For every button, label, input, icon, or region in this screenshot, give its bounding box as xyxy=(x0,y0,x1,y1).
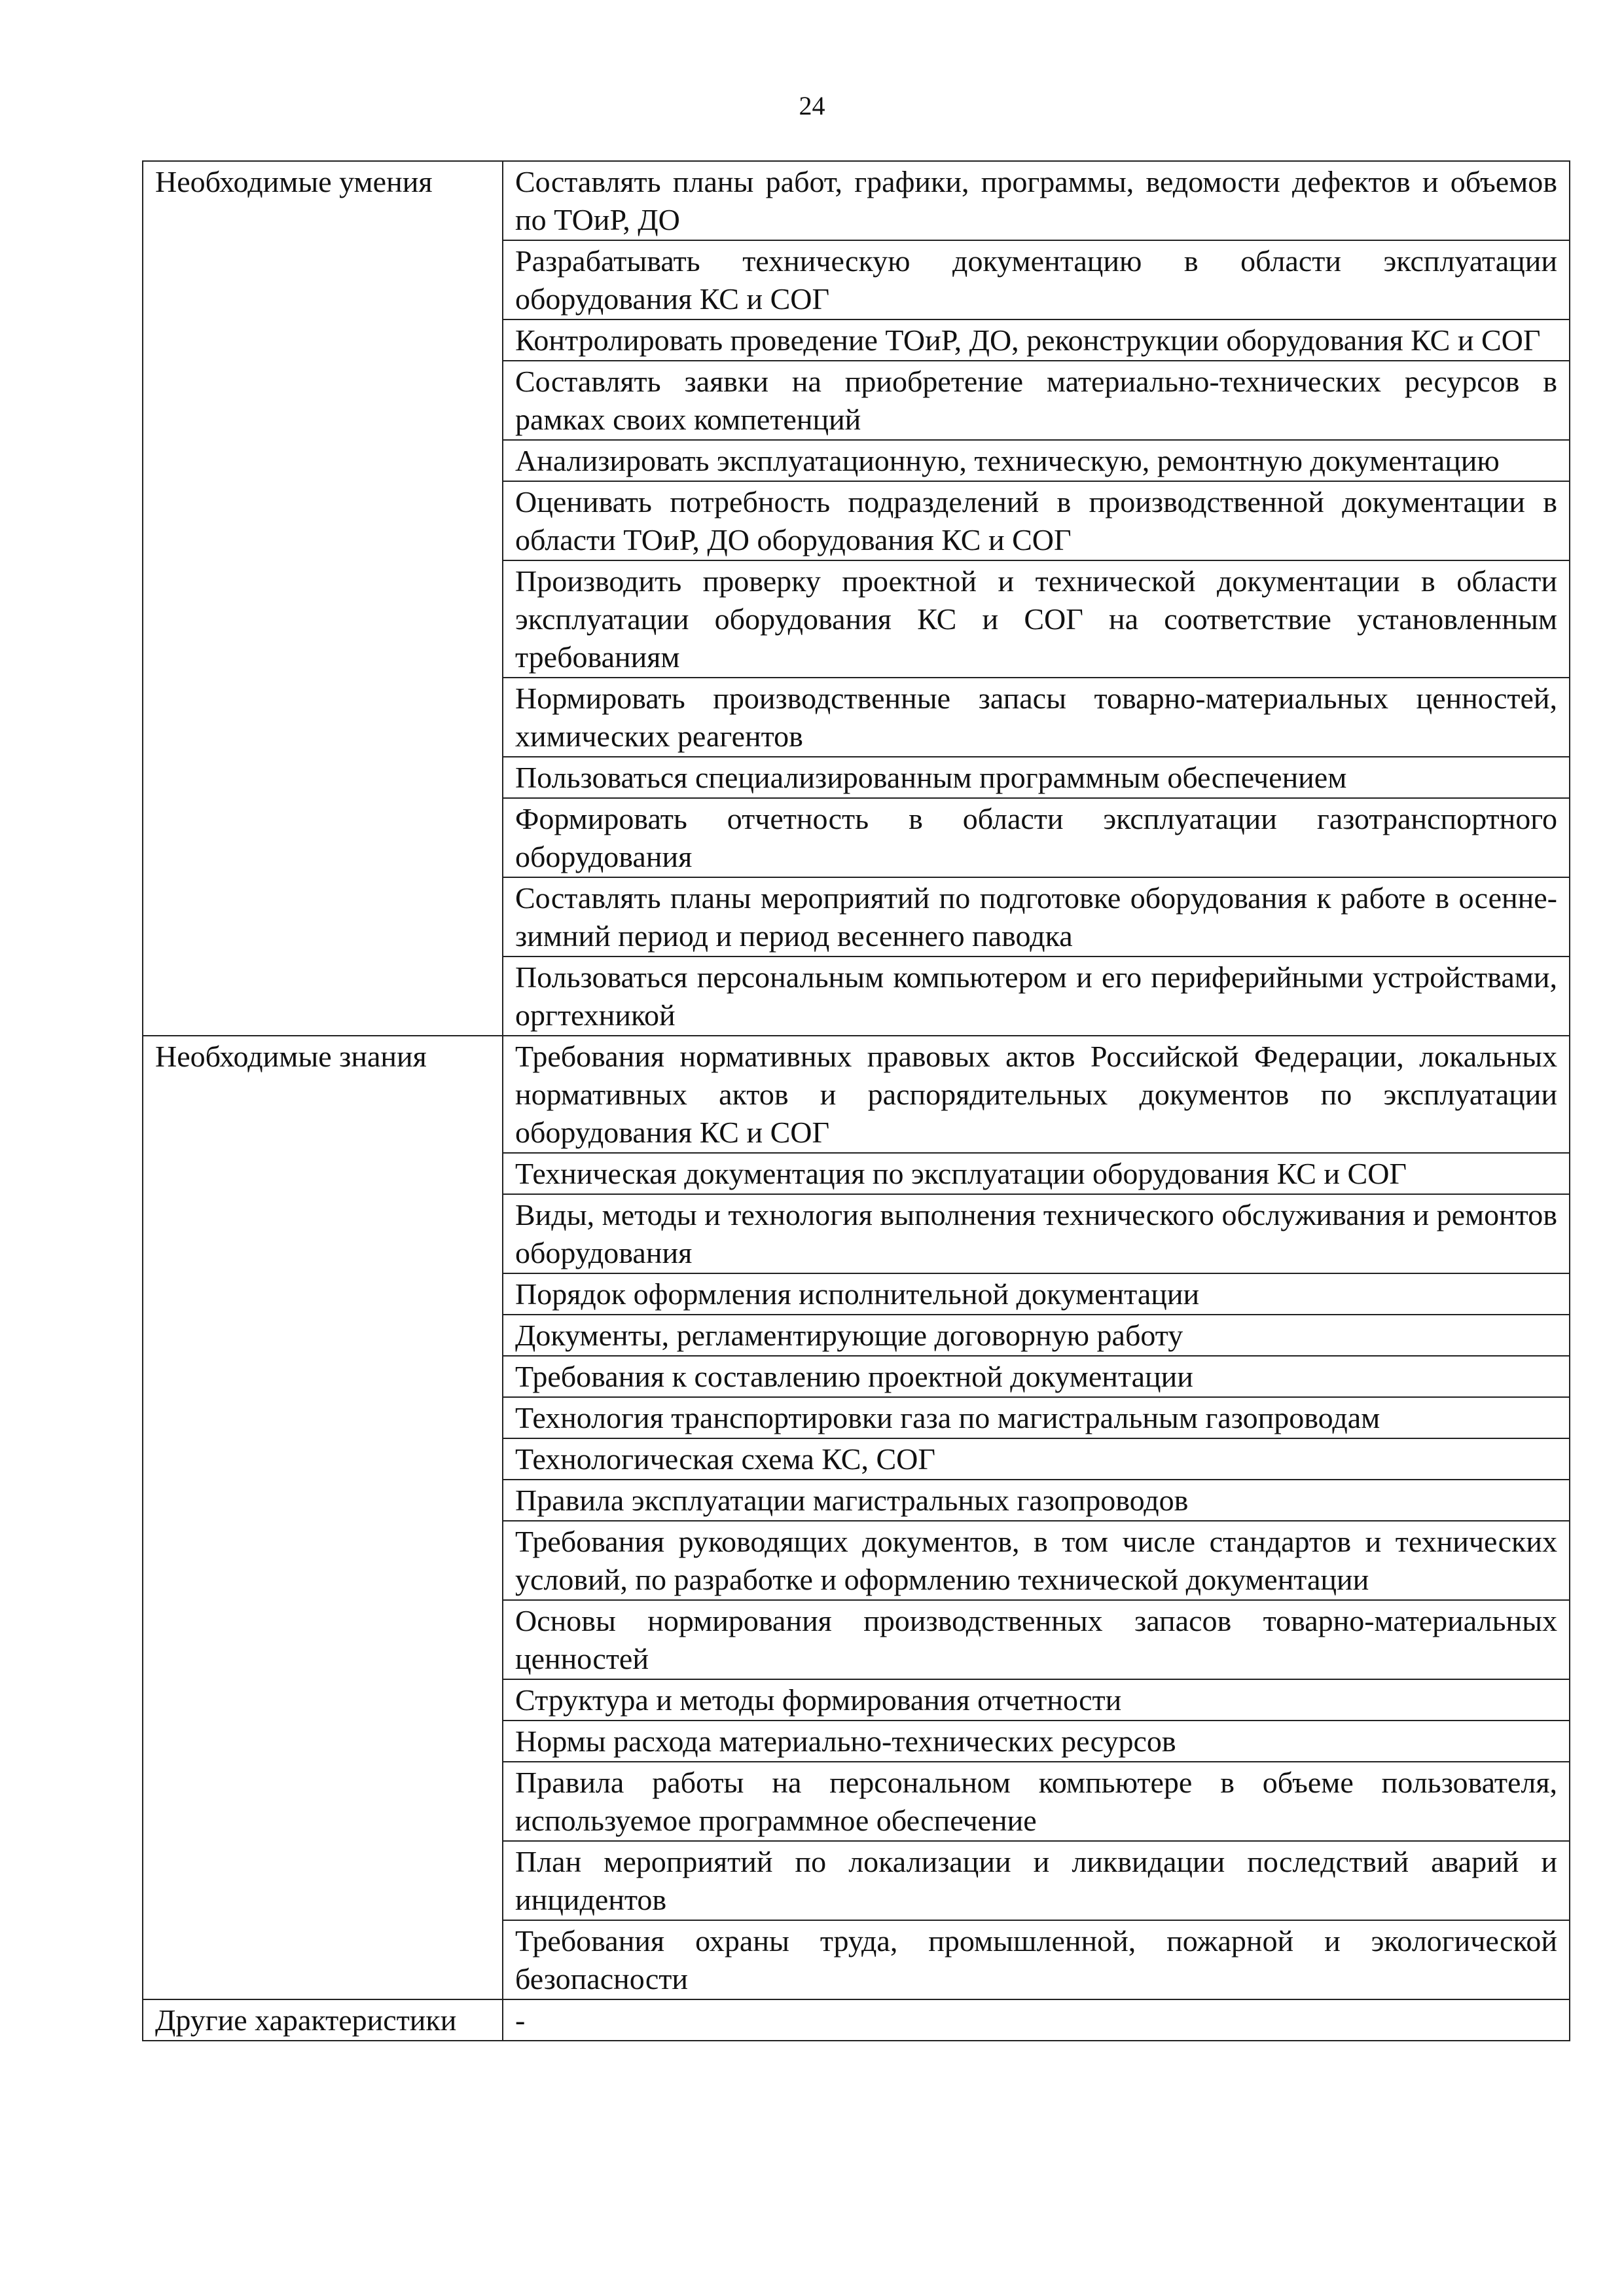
table-cell xyxy=(503,957,1570,1036)
table-cell xyxy=(503,877,1570,957)
item-text: Формировать отчетность в области эксплуатации газотранспортного оборудования xyxy=(515,802,1557,873)
table-cell xyxy=(503,481,1570,560)
table-row xyxy=(143,1999,1570,2041)
item-text: Основы нормирования производственных запасов товарно-материальных ценностей xyxy=(515,1604,1557,1675)
table-cell xyxy=(503,1273,1570,1315)
table-cell xyxy=(503,1920,1570,1999)
table-cell xyxy=(503,1397,1570,1438)
table-cell xyxy=(503,1999,1570,2041)
item-text: Требования охраны труда, промышленной, пожарной и экологической безопасности xyxy=(515,1924,1557,1995)
item-text: Требования к составлению проектной документации xyxy=(515,1360,1193,1393)
item-text: Разрабатывать техническую документацию в области эксплуатации оборудования КС и СОГ xyxy=(515,244,1557,316)
item-text: - xyxy=(515,2003,526,2037)
table-cell xyxy=(503,560,1570,678)
table-row xyxy=(143,161,1570,240)
qualification-table xyxy=(142,160,1570,2041)
table-cell xyxy=(503,1315,1570,1356)
item-text: Нормы расхода материально-технических ресурсов xyxy=(515,1724,1176,1758)
item-text: Требования руководящих документов, в том числе стандартов и технических условий, по разработке и оформлению технической документации xyxy=(515,1525,1557,1596)
item-text: Технологическая схема КС, СОГ xyxy=(515,1442,935,1476)
item-text: Пользоваться специализированным программным обеспечением xyxy=(515,761,1347,794)
item-text: Структура и методы формирования отчетности xyxy=(515,1683,1122,1717)
page-number: 24 xyxy=(799,91,825,120)
item-text: План мероприятий по локализации и ликвидации последствий аварий и инцидентов xyxy=(515,1845,1557,1916)
table-cell xyxy=(503,1679,1570,1721)
table-cell xyxy=(503,1438,1570,1480)
item-text: Нормировать производственные запасы товарно-материальных ценностей, химических реагентов xyxy=(515,682,1557,753)
item-text: Правила работы на персональном компьютере в объеме пользователя, используемое программное обеспечение xyxy=(515,1766,1557,1837)
item-text: Пользоваться персональным компьютером и его периферийными устройствами, оргтехникой xyxy=(515,960,1557,1032)
table-cell xyxy=(503,678,1570,757)
table-cell xyxy=(503,440,1570,481)
item-text: Документы, регламентирующие договорную работу xyxy=(515,1319,1183,1352)
table-cell xyxy=(503,1762,1570,1841)
table-cell xyxy=(503,757,1570,798)
item-text: Требования нормативных правовых актов Российской Федерации, локальных нормативных актов и распорядительных документов по эксплуатации оборудования КС и СОГ xyxy=(515,1040,1557,1149)
table-cell xyxy=(503,1521,1570,1600)
item-text: Производить проверку проектной и технической документации в области эксплуатации оборудования КС и СОГ на соответствие установленным требованиям xyxy=(515,564,1557,674)
table-cell xyxy=(503,1194,1570,1273)
table-cell xyxy=(503,1480,1570,1521)
table-cell xyxy=(503,361,1570,440)
section-title-other: Другие характеристики xyxy=(143,1999,503,2041)
section-title-knowledge: Необходимые знания xyxy=(143,1036,503,1999)
table-cell xyxy=(503,1153,1570,1194)
table-cell xyxy=(503,798,1570,877)
item-text: Оценивать потребность подразделений в производственной документации в области ТОиР, ДО оборудования КС и СОГ xyxy=(515,485,1557,556)
item-text: Составлять планы работ, графики, программы, ведомости дефектов и объемов по ТОиР, ДО xyxy=(515,165,1557,236)
item-text: Составлять заявки на приобретение материально-технических ресурсов в рамках своих компетенций xyxy=(515,365,1557,436)
item-text: Техническая документация по эксплуатации оборудования КС и СОГ xyxy=(515,1157,1407,1190)
table-cell xyxy=(503,240,1570,319)
table-cell xyxy=(503,1721,1570,1762)
section-title-skills: Необходимые умения xyxy=(143,161,503,1036)
item-text: Технология транспортировки газа по магистральным газопроводам xyxy=(515,1401,1380,1434)
table-cell xyxy=(503,1036,1570,1153)
item-text: Контролировать проведение ТОиР, ДО, реконструкции оборудования КС и СОГ xyxy=(515,323,1541,357)
table-cell xyxy=(503,319,1570,361)
table-cell xyxy=(503,161,1570,240)
table-cell xyxy=(503,1356,1570,1397)
item-text: Порядок оформления исполнительной документации xyxy=(515,1277,1200,1311)
table-cell xyxy=(503,1600,1570,1679)
item-text: Составлять планы мероприятий по подготовке оборудования к работе в осенне-зимний период и период весеннего паводка xyxy=(515,881,1557,953)
item-text: Виды, методы и технология выполнения технического обслуживания и ремонтов оборудования xyxy=(515,1198,1557,1269)
item-text: Правила эксплуатации магистральных газопроводов xyxy=(515,1484,1189,1517)
table-cell xyxy=(503,1841,1570,1920)
table-row xyxy=(143,1036,1570,1153)
item-text: Анализировать эксплуатационную, техническую, ремонтную документацию xyxy=(515,444,1500,477)
